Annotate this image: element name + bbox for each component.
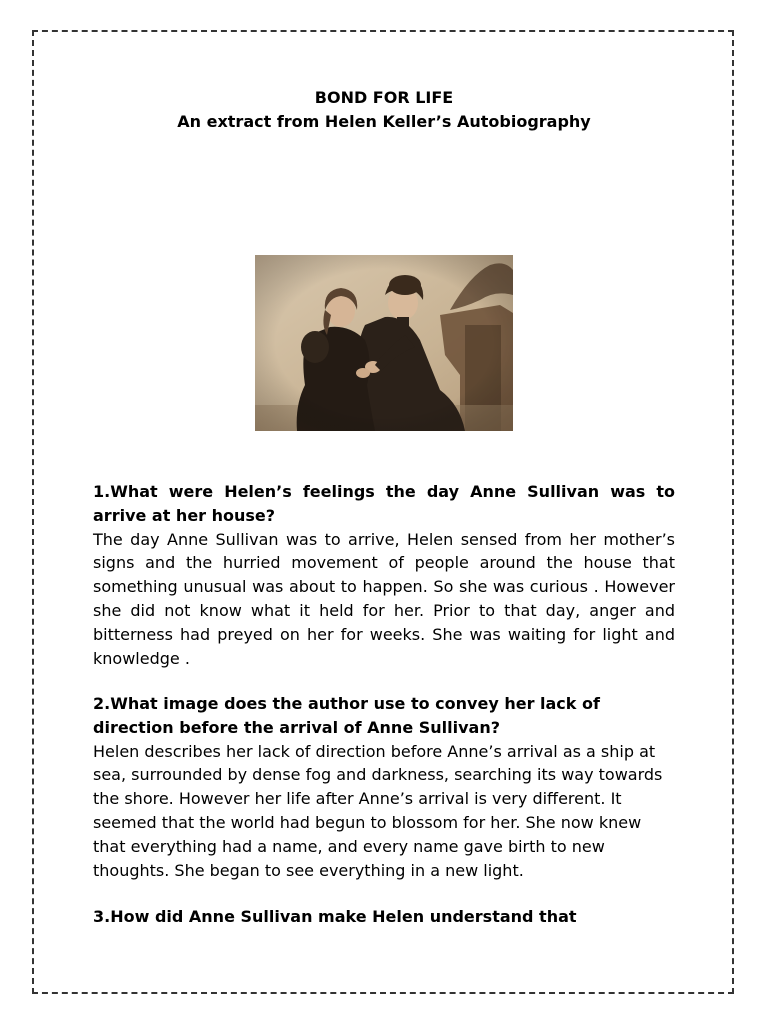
qa-section-1 <box>93 480 675 670</box>
vintage-photo <box>255 255 513 431</box>
question-3: 3.How did Anne Sullivan make Helen understand that <box>93 907 577 926</box>
photo-illustration <box>255 255 513 431</box>
answer-1: The day Anne Sullivan was to arrive, Helen sensed from her mother’s signs and the hurried movement of people around the house that something unusual was about to happen. So she was curious . However she did not know what it held for her. Prior to that day, anger and bitterness had preyed on her for weeks. She was waiting for light and knowledge . <box>93 529 675 668</box>
qa-section-3 <box>93 905 675 929</box>
document-title: BOND FOR LIFE <box>314 88 454 107</box>
question-1: 1.What were Helen’s feelings the day Anne Sullivan was to arrive at her house? <box>93 482 675 525</box>
question-2: 2.What image does the author use to convey her lack of direction before the arrival of Anne Sullivan? <box>93 694 600 737</box>
answer-2: Helen describes her lack of direction before Anne’s arrival as a ship at sea, surrounded by dense fog and darkness, searching its way towards the shore. However her life after Anne’s arrival is very different. It seemed that the world had begun to blossom for her. She now knew that everything had a name, and every name gave birth to new thoughts. She began to see everything in a new light. <box>93 741 663 880</box>
document-subtitle: An extract from Helen Keller’s Autobiography <box>177 112 591 131</box>
qa-section-2 <box>93 692 675 882</box>
